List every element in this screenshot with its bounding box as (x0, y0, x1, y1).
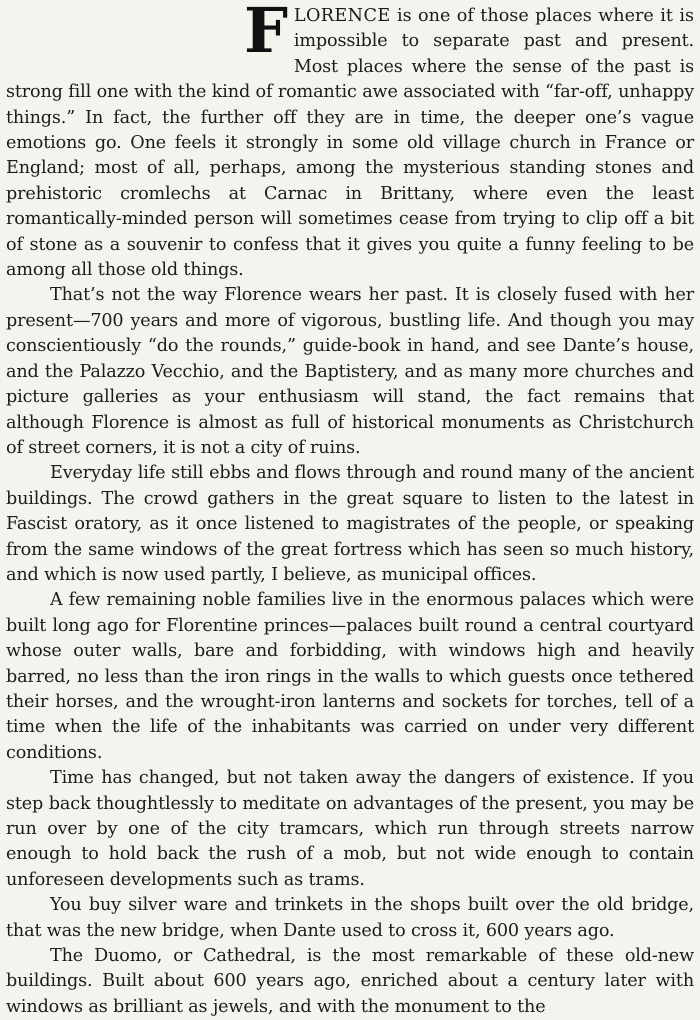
article-body (6, 0, 694, 1020)
paragraph-1 (6, 0, 694, 283)
paragraph-7: The Duomo, or Cathedral, is the most remarkable of these old-new buildings. Built about 600 years ago, enriched about a century later with windows as brilliant as jewels, and with the monument to the (6, 946, 694, 1017)
opening-word: LORENCE (293, 6, 391, 26)
paragraph-2: That’s not the way Florence wears her past. It is closely fused with her present—700 years and more of vigorous, bustling life. And though you may conscientiously “do the rounds,” guide-book in hand, and see Dante’s house, and the Palazzo Vecchio, and the Baptistery, and as many more churches and picture galleries as your enthusiasm will stand, the fact remains that although Florence is almost as full of historical monuments as Christchurch of street corners, it is not a city of ruins. (6, 285, 694, 458)
paragraph-6: You buy silver ware and trinkets in the shops built over the old bridge, that was the new bridge, when Dante used to cross it, 600 years ago. (6, 895, 694, 941)
paragraph-1-text: is one of those places where it is impossible to separate past and present. Most places where the sense of the past is strong fill one with the kind of romantic awe associated with “far-off, unhappy things.” In fact, the further off they are in time, the deeper one’s vague emotions go. One feels it strongly in some old village church in France or England; most of all, perhaps, among the mysterious standing stones and prehistoric cromlechs at Carnac in Brittany, where even the least romantically-minded person will sometimes cease from trying to clip off a bit of stone as a souvenir to confess that it gives you quite a funny feeling to be among all those old things. (6, 6, 694, 281)
drop-cap: F (244, 0, 288, 67)
paragraph-5: Time has changed, but not taken away the dangers of existence. If you step back thoughtlessly to meditate on advantages of the present, you may be run over by one of the city tramcars, which run through streets narrow enough to hold back the rush of a mob, but not wide enough to contain unforeseen developments such as trams. (6, 768, 694, 890)
paragraph-3: Everyday life still ebbs and flows through and round many of the ancient buildings. The crowd gathers in the great square to listen to the latest in Fascist oratory, as it once listened to magistrates of the people, or speaking from the same windows of the great fortress which has seen so much history, and which is now used partly, I believe, as municipal offices. (6, 463, 694, 585)
paragraph-4: A few remaining noble families live in the enormous palaces which were built long ago for Florentine princes—palaces built round a central courtyard whose outer walls, bare and forbidding, with windows high and heavily barred, no less than the iron rings in the walls to which guests once tethered their horses, and the wrought-iron lanterns and sockets for torches, tell of a time when the life of the inhabitants was carried on under very different conditions. (6, 590, 694, 763)
